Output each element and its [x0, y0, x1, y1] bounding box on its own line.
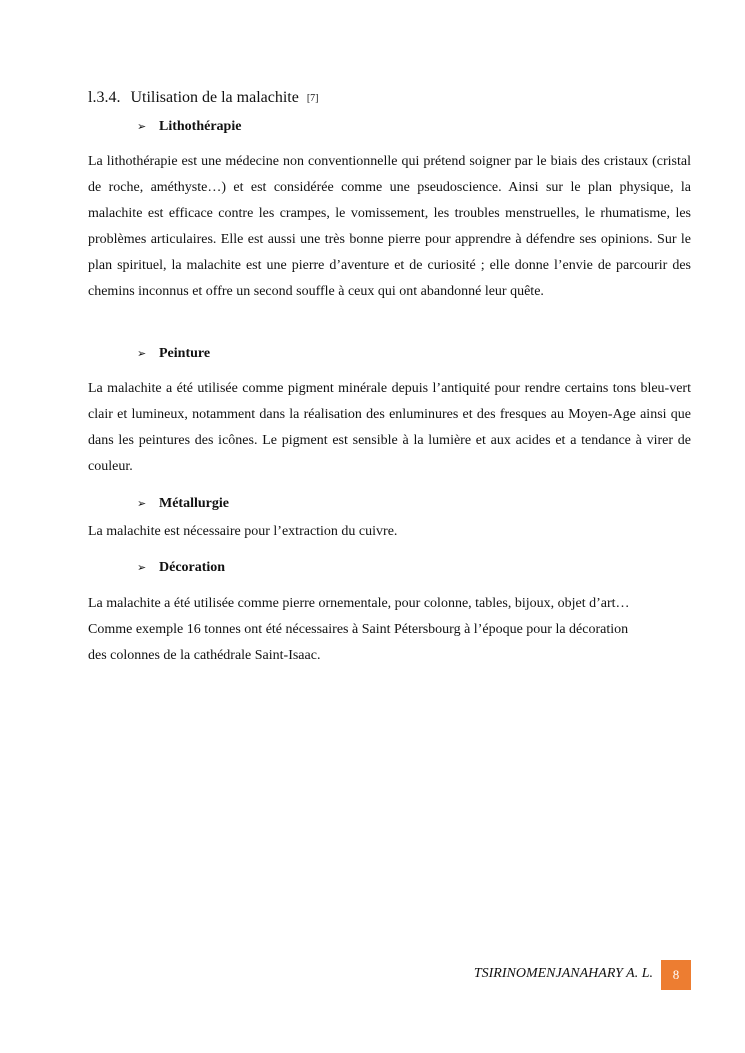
section-heading [88, 88, 319, 109]
footer-author: TSIRINOMENJANAHARY A. L. [473, 966, 653, 981]
arrow-bullet-icon: ➢ [137, 561, 147, 574]
subsection-heading-peinture [137, 345, 210, 363]
paragraph-lithotherapie: La lithothérapie est une médecine non conventionnelle qui prétend soigner par le biais des cristaux (cristal de roche, améthyste…) et est considérée comme une pseudoscience. Ainsi sur le plan physique, la malachite est efficace contre les crampes, le vomissement, les troubles menstruelles, le rhumatisme, les problèmes articulaires. Elle est aussi une très bonne pierre pour apprendre à défendre ses opinions. Sur le plan spirituel, la malachite est une pierre d’aventure et de curiosité ; elle donne l’envie de parcourir des chemins inconnus et offre un second souffle à ceux qui ont abandonné leur quête. [88, 154, 691, 299]
subsection-heading-metallurgie [137, 495, 229, 513]
subsection-heading-decoration [137, 559, 225, 577]
arrow-bullet-icon: ➢ [137, 347, 147, 360]
arrow-bullet-icon: ➢ [137, 120, 147, 133]
page-number-badge: 8 [661, 960, 691, 990]
section-number: l.3.4. [88, 89, 121, 106]
subsection-title: Décoration [159, 560, 226, 575]
subsection-heading-lithotherapie [137, 118, 241, 136]
section-title: Utilisation de la malachite [130, 89, 299, 106]
arrow-bullet-icon: ➢ [137, 497, 147, 510]
subsection-title: Peinture [159, 346, 211, 361]
paragraph-line: La malachite a été utilisée comme pierre ornementale, pour colonne, tables, bijoux, objet d’art… [88, 596, 630, 611]
subsection-title: Lithothérapie [159, 119, 242, 134]
subsection-title: Métallurgie [159, 496, 229, 511]
section-reference: [7] [306, 93, 319, 104]
paragraph-metallurgie: La malachite est nécessaire pour l’extraction du cuivre. [88, 524, 398, 539]
paragraph-line: des colonnes de la cathédrale Saint-Isaac. [88, 648, 321, 663]
paragraph-peinture: La malachite a été utilisée comme pigment minérale depuis l’antiquité pour rendre certains tons bleu-vert clair et lumineux, notamment dans la réalisation des enluminures et des fresques au Moyen-Age ainsi que dans les peintures des icônes. Le pigment est sensible à la lumière et aux acides et a tendance à virer de couleur. [88, 381, 691, 474]
document-page [88, 0, 691, 1053]
paragraph-decoration [88, 591, 691, 669]
paragraph-line: Comme exemple 16 tonnes ont été nécessaires à Saint Pétersbourg à l’époque pour la décoration [88, 622, 629, 637]
